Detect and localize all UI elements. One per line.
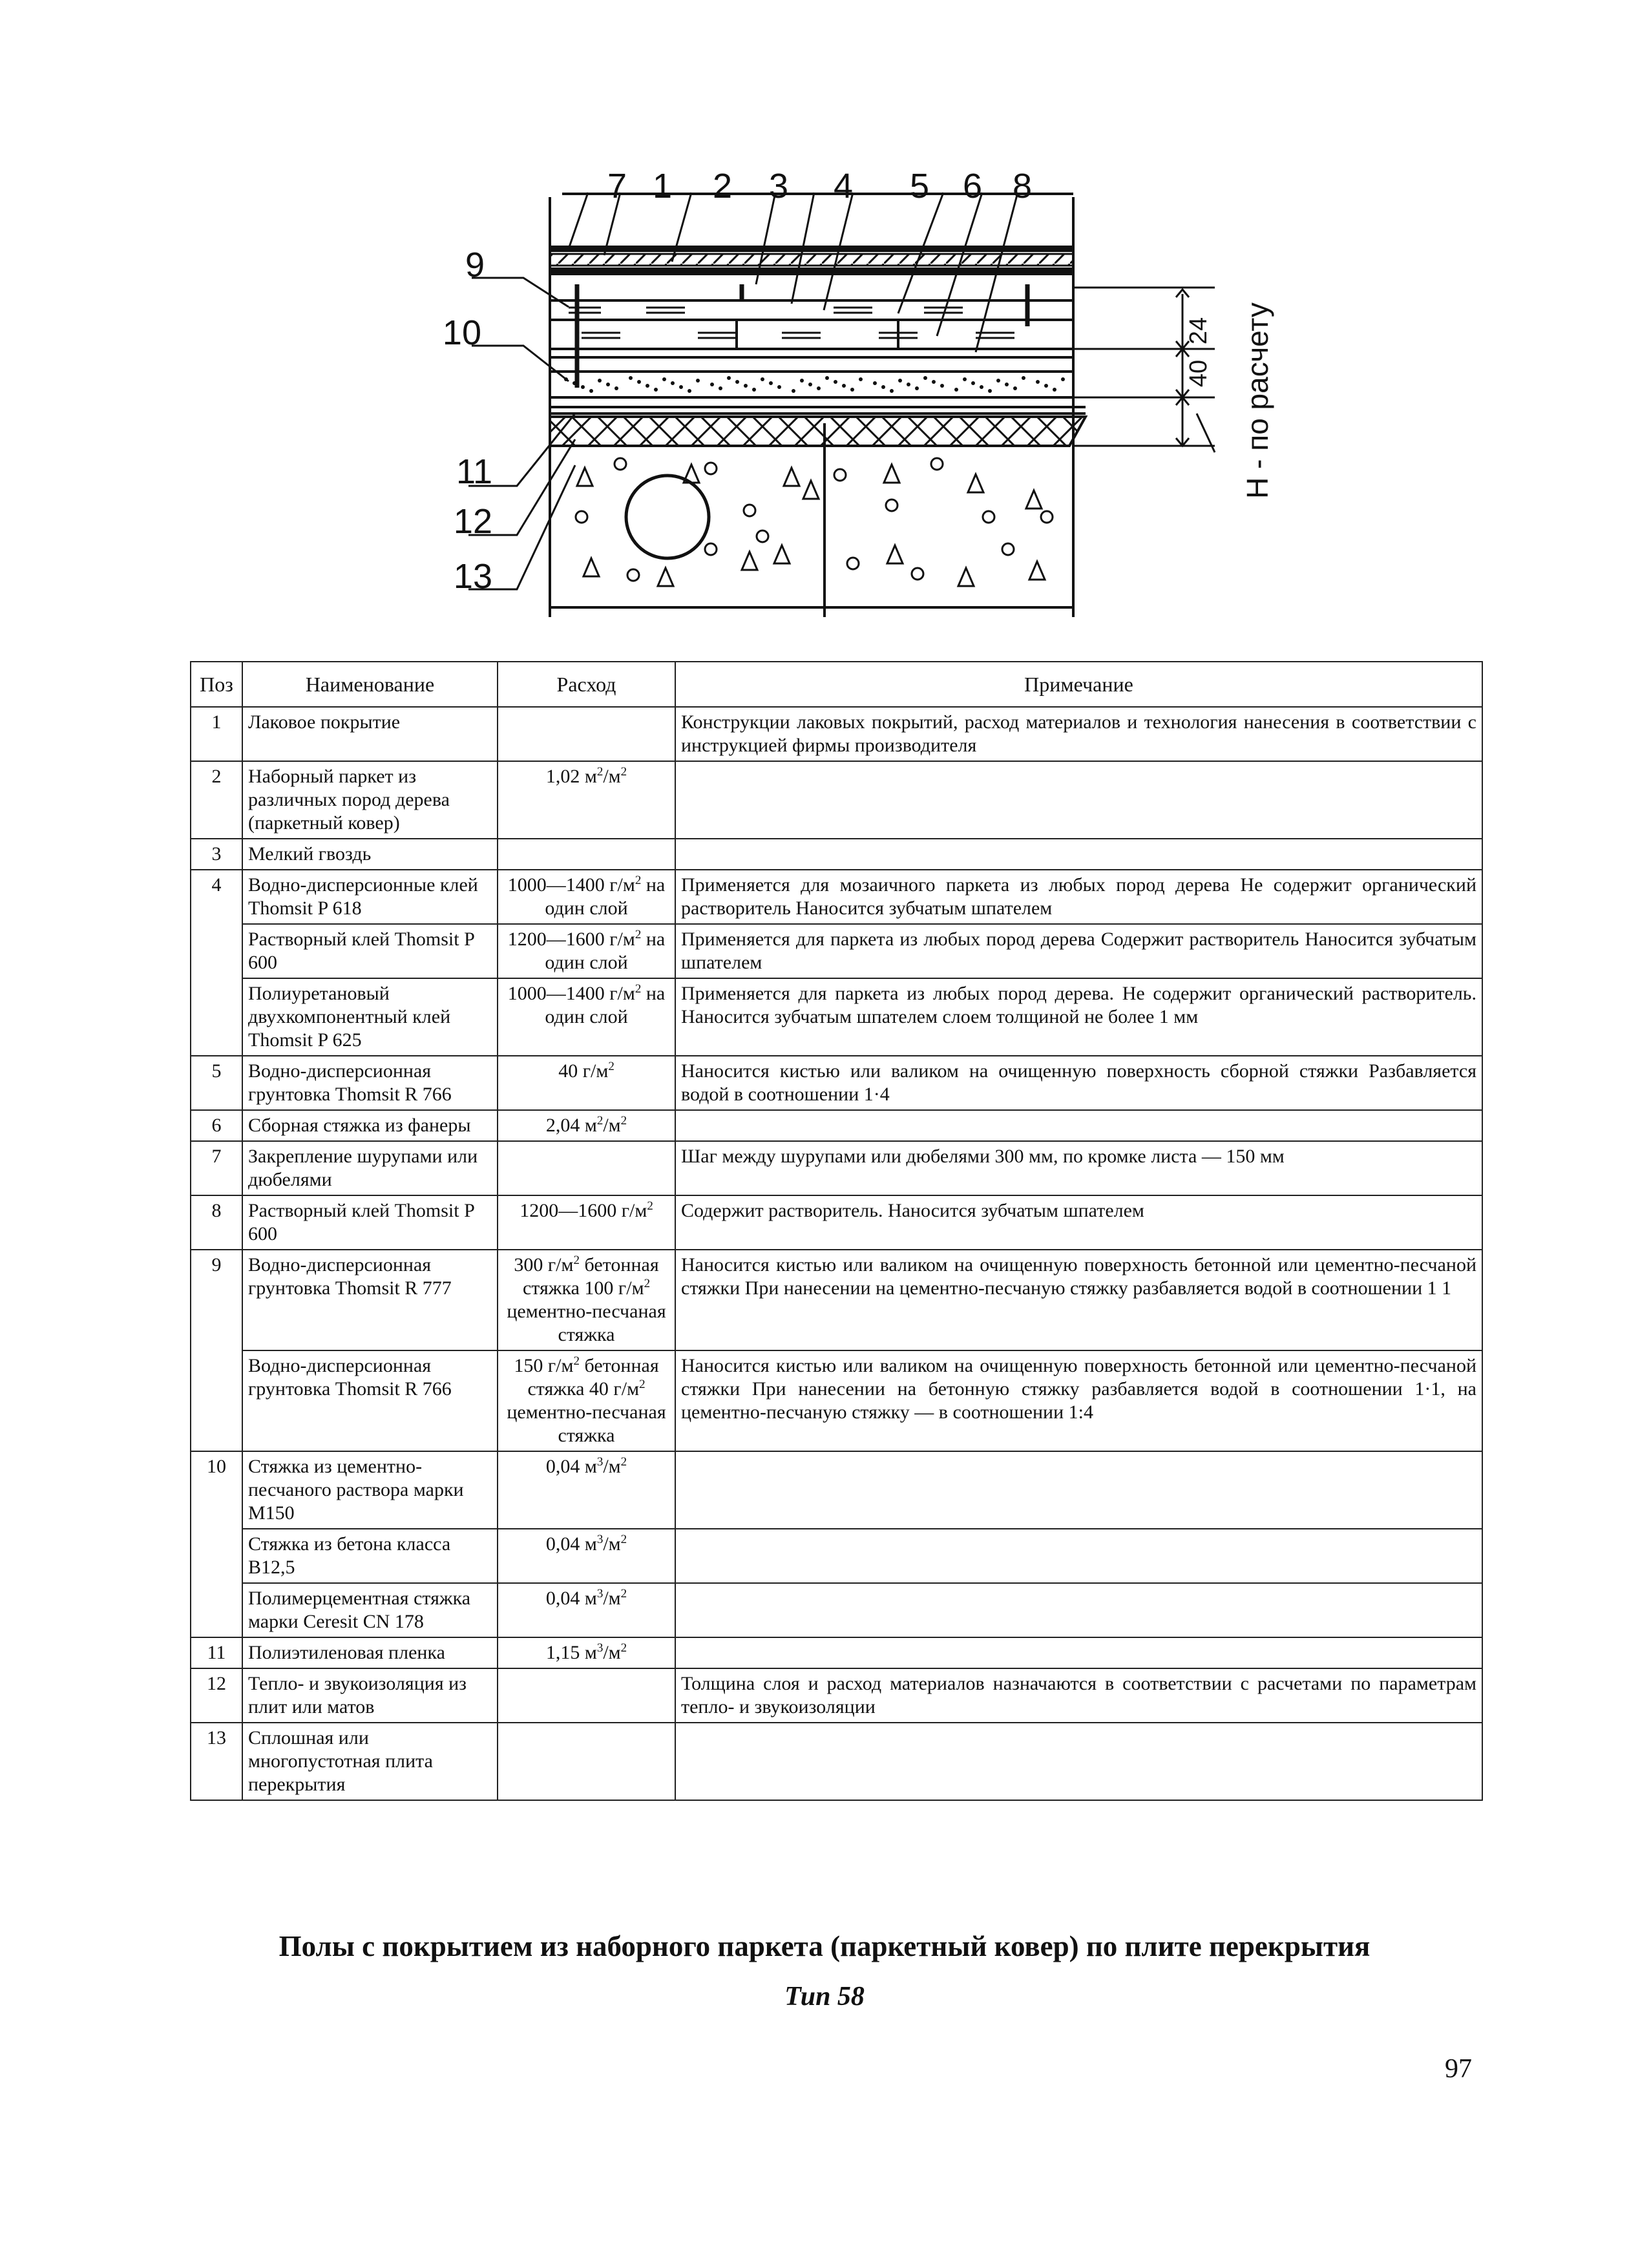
cell-rate: [498, 839, 675, 870]
aggregate-dot: [1044, 384, 1048, 388]
cell-note: Толщина слоя и расход материалов назначаются в соответствии с расчетами по параметрам тепло- и звукоизоляции: [675, 1668, 1482, 1723]
aggregate-circle: [931, 458, 943, 470]
cell-name: Полиуретановый двухкомпонентный клей Thomsit P 625: [242, 978, 498, 1056]
aggregate-dot: [792, 389, 795, 393]
aggregate-dot: [932, 380, 936, 384]
aggregate-circle: [627, 569, 639, 581]
cell-note: Наносится кистью или валиком на очищенную поверхность бетонной или цементно-песчаной стяжки При нанесении на бетонную стяжку разбавляется водой в соотношении 1·1, на цементно-песчаную стяжку — в соотношении 1:4: [675, 1350, 1482, 1451]
cell-pos: 13: [191, 1723, 242, 1800]
aggregate-dot: [662, 377, 666, 381]
aggregate-dot: [890, 389, 894, 393]
header-rate: Расход: [498, 662, 675, 707]
cell-note: Наносится кистью или валиком на очищенную поверхность бетонной или цементно-песчаной стяжки При нанесении на цементно-песчаную стяжку разбавляется водой в соотношении 1 1: [675, 1250, 1482, 1350]
aggregate-triangle: [887, 545, 903, 563]
aggregate-dot: [688, 389, 691, 393]
cell-rate: 2,04 $м^2/м^2$: [498, 1110, 675, 1141]
aggregate-triangle: [742, 552, 757, 570]
table-row: [191, 1637, 1482, 1668]
cell-pos: 12: [191, 1668, 242, 1723]
table-row: [191, 1350, 1482, 1451]
table-row: [191, 1110, 1482, 1141]
aggregate-triangle: [583, 558, 599, 576]
cell-name: Мелкий гвоздь: [242, 839, 498, 870]
aggregate-dot: [1013, 386, 1017, 390]
aggregate-dot: [598, 379, 602, 383]
aggregate-dot: [637, 380, 641, 384]
cell-note: Шаг между шурупами или дюбелями 300 мм, по кромке листа — 150 мм: [675, 1141, 1482, 1195]
table-row: [191, 707, 1482, 761]
aggregate-dot: [850, 388, 854, 392]
aggregate-dot: [679, 385, 683, 389]
aggregate-dot: [881, 385, 885, 389]
cell-rate: 0,04 $м^3/м^2$: [498, 1529, 675, 1583]
cell-name: Стяжка из бетона класса В12,5: [242, 1529, 498, 1583]
cell-name: Водно-дисперсионная грунтовка Thomsit R 766: [242, 1350, 498, 1451]
position-number: 10: [442, 313, 481, 352]
aggregate-circle: [1002, 543, 1014, 555]
table-row: [191, 1250, 1482, 1350]
position-number: 3: [768, 167, 789, 205]
aggregate-dot: [744, 384, 748, 388]
dimension-24: 24: [1185, 317, 1212, 345]
cell-note: Применяется для мозаичного паркета из любых пород дерева Не содержит органический растворитель Наносится зубчатым шпателем: [675, 870, 1482, 924]
position-number: 7: [607, 167, 627, 205]
table-row: [191, 1056, 1482, 1110]
page-number: 97: [1445, 2054, 1472, 2084]
aggregate-dot: [572, 381, 576, 385]
aggregate-dot: [834, 380, 837, 384]
cell-note: [675, 1637, 1482, 1668]
cell-note: [675, 1723, 1482, 1800]
position-number: 9: [465, 246, 485, 284]
aggregate-dot: [873, 381, 877, 385]
dimension-40: 40: [1185, 359, 1212, 388]
cell-pos: 9: [191, 1250, 242, 1451]
table-row: [191, 1529, 1482, 1583]
cell-rate: [498, 1141, 675, 1195]
position-number: 4: [833, 167, 854, 205]
cell-name: Водно-дисперсионные клей Thomsit P 618: [242, 870, 498, 924]
table-row: [191, 1451, 1482, 1529]
table-row: [191, 1141, 1482, 1195]
cell-name: Растворный клей Thomsit P 600: [242, 924, 498, 978]
cell-note: [675, 1583, 1482, 1637]
cell-pos: 3: [191, 839, 242, 870]
aggregate-dot: [629, 376, 633, 380]
position-number: 8: [1012, 167, 1033, 205]
table-header-row: [191, 662, 1482, 707]
aggregate-circle: [1041, 511, 1053, 523]
aggregate-dot: [1036, 380, 1040, 384]
cell-rate: 40 $г/м^2$: [498, 1056, 675, 1110]
header-note: Примечание: [675, 662, 1482, 707]
cell-note: Применяется для паркета из любых пород дерева. Не содержит органический растворитель. Наносится зубчатым шпателем слоем толщиной не более 1 мм: [675, 978, 1482, 1056]
cell-name: Лаковое покрытие: [242, 707, 498, 761]
aggregate-dot: [996, 379, 1000, 383]
aggregate-circle: [744, 505, 755, 516]
aggregate-dot: [1061, 377, 1065, 381]
aggregate-dot: [1053, 388, 1056, 392]
cell-rate: 0,04 $м^3/м^2$: [498, 1583, 675, 1637]
aggregate-dot: [769, 381, 773, 385]
cell-name: Водно-дисперсионная грунтовка Thomsit R 777: [242, 1250, 498, 1350]
aggregate-dot: [696, 379, 700, 383]
cell-pos: 6: [191, 1110, 242, 1141]
aggregate-dot: [915, 386, 919, 390]
aggregate-circle: [983, 511, 994, 523]
table-row: [191, 870, 1482, 924]
aggregate-dot: [646, 384, 649, 388]
aggregate-dot: [589, 389, 593, 393]
aggregate-circle: [705, 463, 717, 474]
cell-rate: 1000—1400 $г/м^2$ на один слой: [498, 870, 675, 924]
cell-note: [675, 839, 1482, 870]
aggregate-dot: [1005, 383, 1009, 386]
aggregate-dot: [842, 384, 846, 388]
aggregate-triangle: [658, 568, 673, 586]
cell-pos: 7: [191, 1141, 242, 1195]
cell-pos: 4: [191, 870, 242, 1056]
aggregate-dot: [1022, 376, 1025, 380]
cell-rate: 0,04 $м^3/м^2$: [498, 1451, 675, 1529]
aggregate-circle: [912, 568, 923, 580]
plywood-screed-layer: [550, 300, 1073, 357]
cement-screed-layer: [550, 372, 1073, 397]
cell-name: Полиэтиленовая пленка: [242, 1637, 498, 1668]
cell-name: Закрепление шурупами или дюбелями: [242, 1141, 498, 1195]
cell-name: Полимерцементная стяжка марки Ceresit CN 178: [242, 1583, 498, 1637]
cell-name: Стяжка из цементно-песчаного раствора марки М150: [242, 1451, 498, 1529]
position-number: 12: [453, 502, 492, 541]
table-row: [191, 1583, 1482, 1637]
table-row: [191, 978, 1482, 1056]
cell-rate: [498, 1668, 675, 1723]
cell-name: Водно-дисперсионная грунтовка Thomsit R 766: [242, 1056, 498, 1110]
cell-note: [675, 1451, 1482, 1529]
aggregate-dot: [735, 380, 739, 384]
table-row: [191, 1668, 1482, 1723]
cell-name: Наборный паркет из различных пород дерева (паркетный ковер): [242, 761, 498, 839]
aggregate-dot: [940, 384, 944, 388]
insulation-layer: [550, 407, 1086, 446]
type-label: Тип 58: [784, 1982, 865, 2011]
cell-note: Содержит растворитель. Наносится зубчатым шпателем: [675, 1195, 1482, 1250]
cell-pos: 1: [191, 707, 242, 761]
aggregate-dot: [727, 376, 731, 380]
page-title: Полы с покрытием из наборного паркета (паркетный ковер) по плите перекрытия: [278, 1930, 1371, 1962]
cell-pos: 5: [191, 1056, 242, 1110]
aggregate-triangle: [1026, 490, 1042, 509]
aggregate-dot: [971, 381, 975, 385]
aggregate-dot: [719, 386, 722, 390]
floor-section-drawing: [0, 0, 1649, 646]
cell-note: [675, 1529, 1482, 1583]
materials-table: [190, 661, 1483, 1801]
aggregate-dot: [808, 383, 812, 386]
aggregate-triangle: [774, 545, 790, 563]
aggregate-dot: [710, 383, 714, 386]
cell-rate: 150 $г/м^2$ бетонная стяжка 40 $г/м^2$ цементно-песчаная стяжка: [498, 1350, 675, 1451]
aggregate-dot: [954, 388, 958, 392]
cell-rate: [498, 1723, 675, 1800]
aggregate-dot: [581, 385, 585, 389]
cell-name: Сплошная или многопустотная плита перекрытия: [242, 1723, 498, 1800]
aggregate-dot: [825, 376, 829, 380]
aggregate-dot: [614, 386, 618, 390]
dimension-h-label: Н - по расчету: [1241, 302, 1274, 499]
cell-rate: 1,02 $м^2/м^2$: [498, 761, 675, 839]
aggregate-triangle: [958, 568, 974, 586]
aggregate-triangle: [1029, 562, 1045, 580]
header-name: Наименование: [242, 662, 498, 707]
cell-rate: 1200—1600 $г/м^2$: [498, 1195, 675, 1250]
aggregate-dot: [800, 379, 804, 383]
cell-name: Тепло- и звукоизоляция из плит или матов: [242, 1668, 498, 1723]
aggregate-triangle: [577, 468, 593, 486]
cell-pos: 2: [191, 761, 242, 839]
cell-rate: 300 $г/м^2$ бетонная стяжка 100 $г/м^2$ цементно-песчаная стяжка: [498, 1250, 675, 1350]
aggregate-circle: [847, 558, 859, 569]
aggregate-dot: [761, 377, 764, 381]
position-number: 6: [962, 167, 983, 205]
aggregate-circle: [614, 458, 626, 470]
cell-name: Растворный клей Thomsit P 600: [242, 1195, 498, 1250]
aggregate-dot: [654, 388, 658, 392]
aggregate-circle: [834, 469, 846, 481]
cell-rate: 1200—1600 $г/м^2$ на один слой: [498, 924, 675, 978]
aggregate-triangle: [968, 474, 983, 492]
cell-note: Применяется для паркета из любых пород дерева Содержит растворитель Наносится зубчатым шпателем: [675, 924, 1482, 978]
cell-note: [675, 1110, 1482, 1141]
table-row: [191, 1195, 1482, 1250]
aggregate-triangle: [884, 465, 899, 483]
position-number: 5: [909, 167, 930, 205]
position-number: 1: [652, 167, 673, 205]
aggregate-dot: [907, 383, 910, 386]
table-row: [191, 924, 1482, 978]
aggregate-dot: [777, 385, 781, 389]
cell-rate: [498, 707, 675, 761]
aggregate-dot: [988, 389, 992, 393]
cell-pos: 11: [191, 1637, 242, 1668]
table-row: [191, 761, 1482, 839]
cell-note: Наносится кистью или валиком на очищенную поверхность сборной стяжки Разбавляется водой в соотношении 1·4: [675, 1056, 1482, 1110]
aggregate-triangle: [803, 481, 819, 499]
aggregate-triangle: [784, 468, 799, 486]
aggregate-dot: [963, 377, 967, 381]
aggregate-dot: [898, 379, 902, 383]
floor-slab: [550, 446, 1073, 607]
cell-rate: 1,15 $м^3/м^2$: [498, 1637, 675, 1668]
position-number: 11: [456, 452, 492, 491]
aggregate-circle: [757, 530, 768, 542]
aggregate-dot: [752, 388, 756, 392]
aggregate-dot: [923, 376, 927, 380]
aggregate-dot: [817, 386, 821, 390]
position-number: 13: [453, 557, 492, 596]
top-position-numbers: [607, 167, 1032, 205]
cell-pos: 10: [191, 1451, 242, 1637]
cell-note: Конструкции лаковых покрытий, расход материалов и технология нанесения в соответствии с инструкцией фирмы производителя: [675, 707, 1482, 761]
lacquer-parquet-layers: [550, 246, 1073, 275]
cell-pos: 8: [191, 1195, 242, 1250]
cell-rate: 1000—1400 $г/м^2$ на один слой: [498, 978, 675, 1056]
aggregate-circle: [576, 511, 587, 523]
cell-name: Сборная стяжка из фанеры: [242, 1110, 498, 1141]
aggregate-circle: [886, 499, 898, 511]
table-row: [191, 839, 1482, 870]
left-position-numbers: [443, 246, 492, 596]
aggregate-dot: [859, 377, 863, 381]
aggregate-dot: [671, 381, 675, 385]
table-row: [191, 1723, 1482, 1800]
aggregate-dot: [606, 383, 610, 386]
cell-note: [675, 761, 1482, 839]
position-number: 2: [712, 167, 733, 205]
aggregate-dot: [980, 385, 983, 389]
aggregate-circle: [705, 543, 717, 555]
header-pos: Поз: [191, 662, 242, 707]
